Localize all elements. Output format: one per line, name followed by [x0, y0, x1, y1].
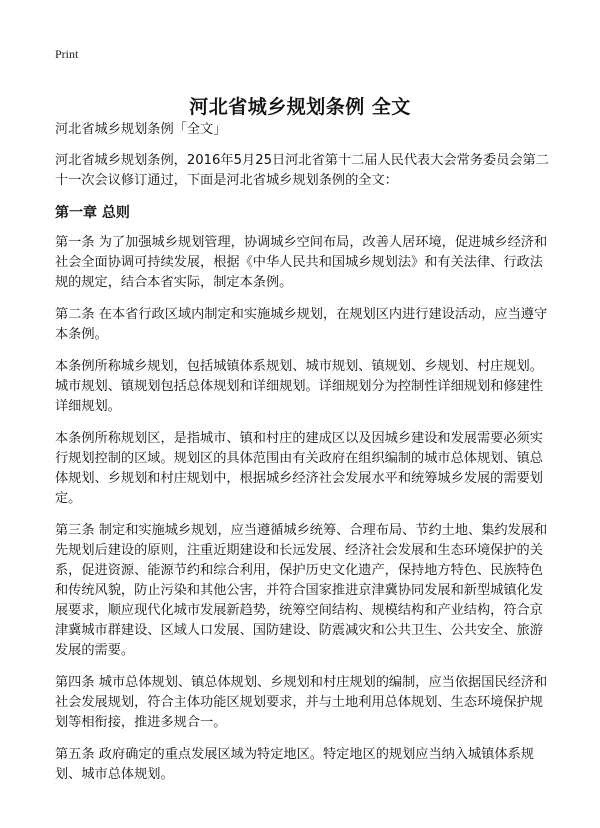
subtitle: 河北省城乡规划条例「全文」	[55, 122, 227, 137]
article-paragraph-6: 第四条 城市总体规划、镇总体规划、乡规划和村庄规划的编制，应当依据国民经济和社会发展规划，符合主体功能区规划要求，并与土地利用总体规划、生态环境保护规划等相衔接，推进多规合一。	[55, 675, 548, 730]
article-paragraph-7: 第五条 政府确定的重点发展区域为特定地区。特定地区的规划应当纳入城镇体系规划、城市总体规划。	[55, 747, 534, 782]
article-paragraph-3: 本条例所称城乡规划，包括城镇体系规划、城市规划、镇规划、乡规划、村庄规划。城市规划、镇规划包括总体规划和详细规划。详细规划分为控制性详细规划和修建性详细规划。	[55, 359, 543, 414]
article-paragraph-4: 本条例所称规划区，是指城市、镇和村庄的建成区以及因城乡建设和发展需要必须实行规划控制的区域。规划区的具体范围由有关政府在组织编制的城市总体规划、镇总体规划、乡规划和村庄规划中，根据城乡经济社会发展水平和统筹城乡发展的需要划定。	[55, 431, 543, 506]
article-paragraph-1: 第一条 为了加强城乡规划管理，协调城乡空间布局，改善人居环境，促进城乡经济和社会全面协调可持续发展，根据《中华人民共和国城乡规划法》和有关法律、行政法规的规定，结合本省实际，制定本条例。	[55, 235, 548, 290]
article-paragraph-5: 第三条 制定和实施城乡规划，应当遵循城乡统筹、合理布局、节约土地、集约发展和先规划后建设的原则，注重近期建设和长远发展、经济社会发展和生态环境保护的关系，促进资源、能源节约和综合利用，保护历史文化遗产，保持地方特色、民族特色和传统风貌，防止污染和其他公害，并符合国家推进京津冀协同发展和新型城镇化发展要求，顺应现代化城市发展新趋势，统筹空间结构、规模结构和产业结构，符合京津冀城市群建设、区域人口发展、国防建设、防震减灾和公共卫生、公共安全、旅游发展的需要。	[55, 523, 548, 658]
article-body	[55, 120, 555, 797]
page-title: 河北省城乡规划条例 全文	[189, 95, 411, 118]
chapter-heading: 第一章 总则	[55, 205, 130, 221]
print-link[interactable]: Print	[55, 47, 79, 61]
intro-paragraph: 河北省城乡规划条例，2016年5月25日河北省第十二届人民代表大会常务委员会第二十一次会议修订通过，下面是河北省城乡规划条例的全文：	[55, 153, 549, 188]
article-paragraph-2: 第二条 在本省行政区域内制定和实施城乡规划，在规划区内进行建设活动，应当遵守本条例。	[55, 307, 548, 342]
